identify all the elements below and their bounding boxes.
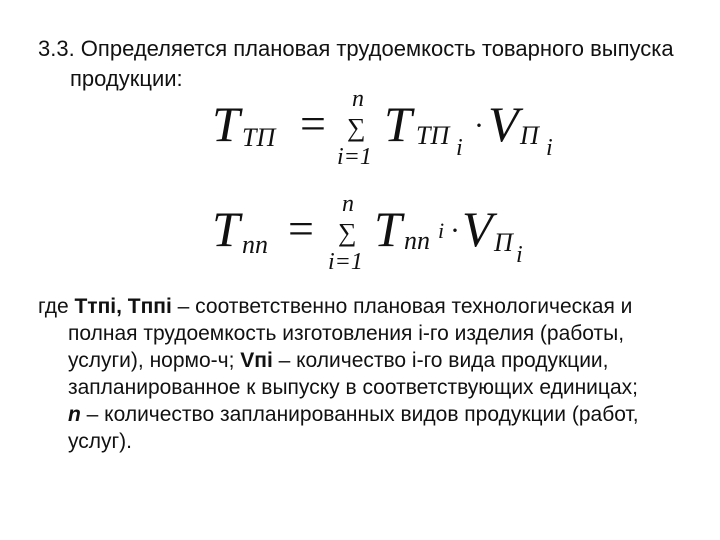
formula2-sub: пп — [242, 230, 268, 259]
paragraph-line-6: услуг). — [68, 430, 133, 453]
formula2-T2: T — [374, 201, 402, 257]
formula1-subV: П — [520, 121, 539, 150]
formula2-sub2-i: i — [438, 218, 445, 243]
formula1-subV-i: i — [546, 135, 553, 161]
formula1-T: T — [212, 96, 240, 152]
symbol-t-tp-pp: Tтпi, Tппi — [74, 295, 172, 318]
paragraph-text: где — [38, 295, 75, 318]
paragraph-text: – соответственно плановая технологическая и — [171, 295, 633, 318]
formula1-upper: n — [352, 86, 364, 112]
paragraph-text: – количество i-го вида продукции, — [272, 349, 609, 372]
formula1-T2: T — [384, 96, 412, 152]
formula-planned-full — [212, 191, 572, 290]
paragraph-text: – количество запланированных видов продукции (работ, — [80, 403, 639, 426]
formula2-subV-i: i — [516, 242, 523, 268]
paragraph-line-4: запланированное к выпуску в соответствующих единицах; — [68, 376, 638, 399]
formula1-sigma-icon: ∑ — [347, 113, 366, 142]
formula2-lower: i=1 — [328, 249, 363, 275]
formula-planned-technological — [212, 86, 572, 185]
formula1-dot: · — [474, 109, 484, 142]
heading — [38, 34, 698, 94]
formula2-sigma-icon: ∑ — [338, 218, 357, 247]
formula2-V: V — [462, 201, 493, 257]
formula1-V: V — [488, 96, 519, 152]
formula2-subV: П — [494, 228, 513, 257]
symbol-n: n — [68, 403, 81, 426]
formula2-equals: = — [288, 203, 314, 254]
formula2-upper: n — [342, 191, 354, 217]
explanation-paragraph — [38, 293, 698, 455]
paragraph-text: услуги), нормо-ч; — [68, 349, 241, 372]
formula1-equals: = — [300, 98, 326, 149]
formula2-T: T — [212, 201, 240, 257]
symbol-v-pi: Vпi — [240, 349, 273, 372]
paragraph-line-3 — [38, 347, 698, 374]
paragraph-line-2: полная трудоемкость изготовления i-го изделия (работы, — [68, 322, 625, 345]
formula2-dot: · — [450, 214, 460, 247]
formula1-sub2: ТП — [416, 121, 450, 150]
formula2-sub2: пп — [404, 226, 430, 255]
heading-line-2: продукции: — [70, 66, 183, 91]
formula1-lower: i=1 — [337, 144, 372, 170]
heading-line-1: 3.3. Определяется плановая трудоемкость товарного выпуска — [38, 36, 674, 61]
paragraph-line-5 — [38, 401, 698, 428]
formula1-sub: ТП — [242, 123, 276, 152]
formula1-sub2-i: i — [456, 135, 463, 161]
paragraph-line-1 — [38, 293, 698, 320]
